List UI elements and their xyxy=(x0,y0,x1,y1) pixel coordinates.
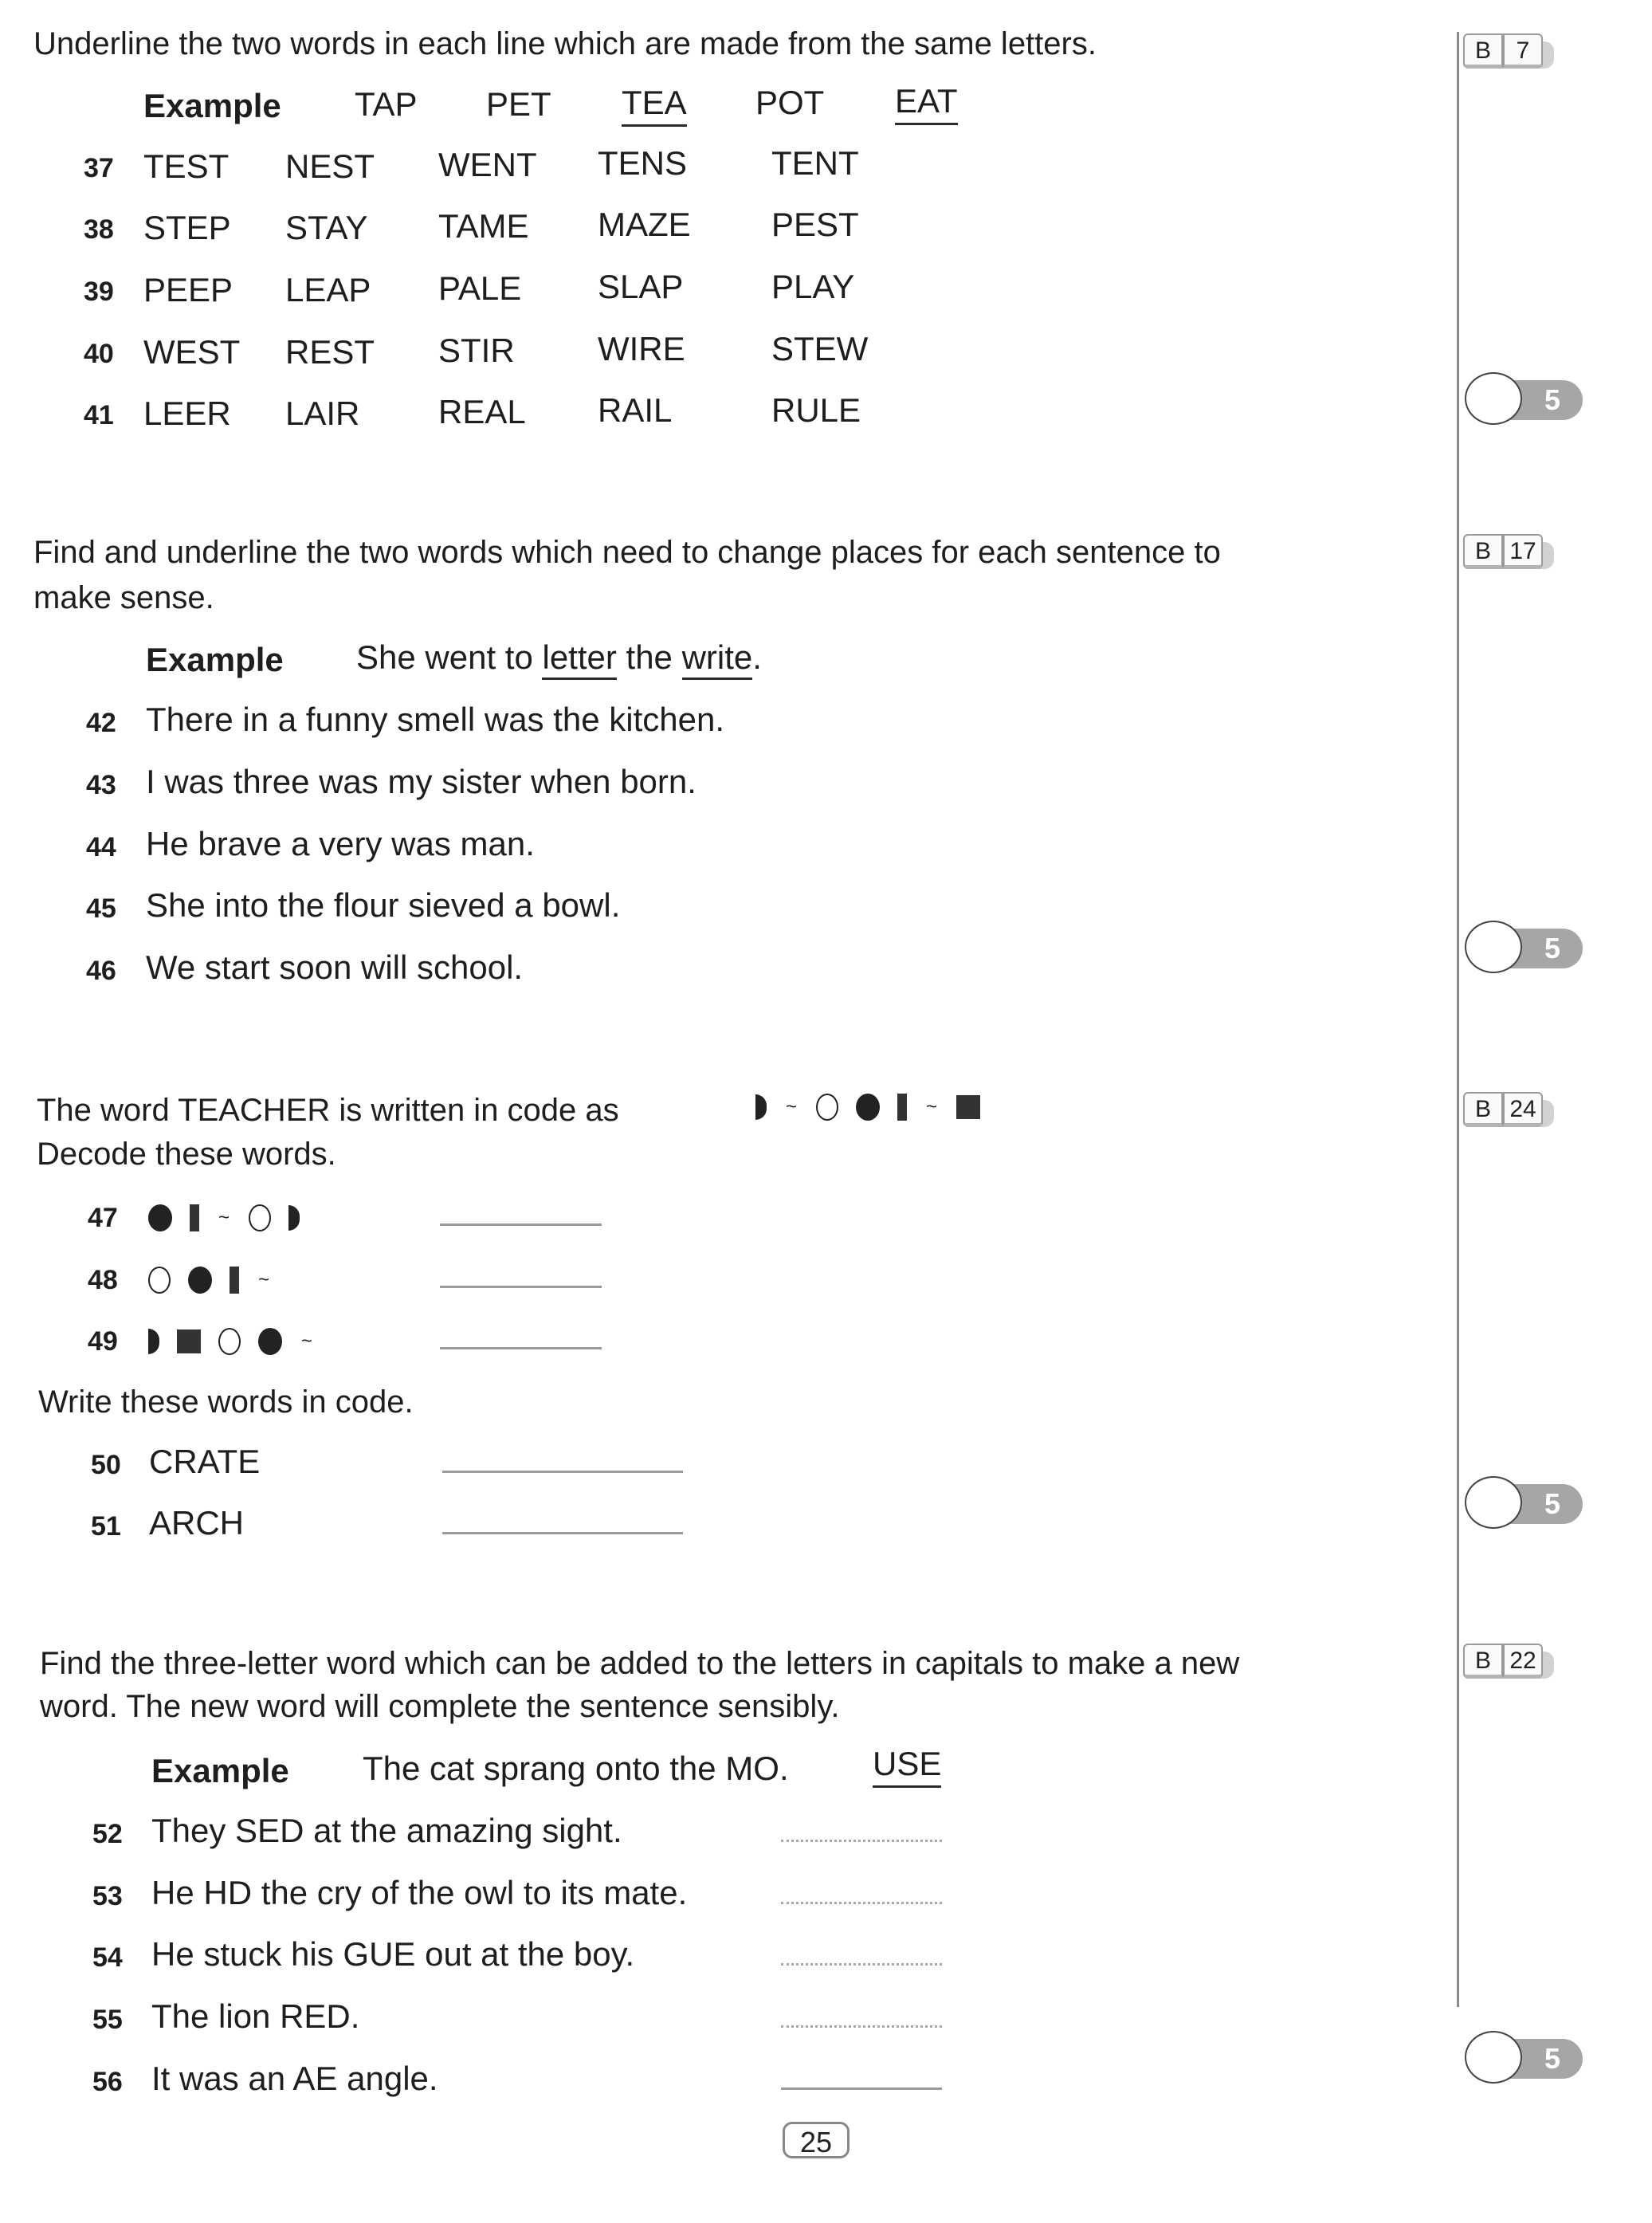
section4-instruction-line1: Find the three-letter word which can be added to the letters in capitals to make a new xyxy=(40,1646,1240,1681)
question-number: 53 xyxy=(92,1881,123,1911)
bar-icon xyxy=(190,1204,199,1231)
example-answer: USE xyxy=(873,1744,941,1788)
square-icon xyxy=(956,1095,980,1119)
score-input-circle[interactable] xyxy=(1465,921,1522,973)
word-option[interactable]: LAIR xyxy=(285,395,360,432)
word-option[interactable]: WIRE xyxy=(598,330,685,367)
section3-instruction-line2: Decode these words. xyxy=(37,1137,336,1172)
open-circle-icon xyxy=(249,1204,271,1231)
question-number: 40 xyxy=(84,339,114,369)
answer-line[interactable] xyxy=(781,2025,942,2028)
score-input-circle[interactable] xyxy=(1465,2031,1522,2084)
question-sentence[interactable]: He brave a very was man. xyxy=(146,825,535,862)
example-sentence: The cat sprang onto the MO. xyxy=(363,1750,789,1787)
question-sentence[interactable]: We start soon will school. xyxy=(146,949,524,986)
question-number: 43 xyxy=(86,770,116,800)
word-option[interactable]: MAZE xyxy=(598,206,691,243)
question-number: 56 xyxy=(92,2067,123,2097)
book-reference-badge: B 24 xyxy=(1463,1092,1552,1133)
question-number: 51 xyxy=(91,1511,121,1542)
score-badge xyxy=(1465,2031,1584,2090)
question-sentence: He stuck his GUE out at the boy. xyxy=(151,1935,635,1973)
word-option[interactable]: STEP xyxy=(143,209,231,246)
question-sentence: He HD the cry of the owl to its mate. xyxy=(151,1874,688,1911)
section2-instruction-line2: make sense. xyxy=(33,580,214,615)
example-swap-word-2: write xyxy=(682,638,753,680)
word-option[interactable]: PEEP xyxy=(143,271,233,308)
page-number: 25 xyxy=(783,2122,850,2158)
encode-instruction: Write these words in code. xyxy=(38,1384,414,1420)
tilde-icon: ~ xyxy=(785,1096,797,1117)
question-sentence[interactable]: I was three was my sister when born. xyxy=(146,763,697,800)
question-number: 48 xyxy=(88,1265,118,1295)
word-option[interactable]: PALE xyxy=(438,269,522,307)
question-sentence[interactable]: She into the flour sieved a bowl. xyxy=(146,886,621,924)
question-number: 46 xyxy=(86,956,116,986)
bar-icon xyxy=(897,1094,907,1121)
tilde-icon: ~ xyxy=(300,1330,312,1352)
section4-instruction-line2: word. The new word will complete the sentence sensibly. xyxy=(40,1689,840,1724)
example-word: PET xyxy=(486,85,551,123)
question-number: 42 xyxy=(86,708,116,738)
question-sentence[interactable]: There in a funny smell was the kitchen. xyxy=(146,701,725,738)
book-reference-badge: B 22 xyxy=(1463,1644,1552,1685)
word-option[interactable]: LEER xyxy=(143,395,231,432)
half-circle-icon xyxy=(148,1329,159,1354)
word-option[interactable]: TAME xyxy=(438,207,529,245)
margin-rule xyxy=(1457,32,1459,2007)
score-badge xyxy=(1465,1476,1584,1535)
word-option[interactable]: STIR xyxy=(438,332,515,369)
book-reference-badge: B 17 xyxy=(1463,534,1552,575)
example-label: Example xyxy=(146,641,284,678)
answer-line[interactable] xyxy=(781,1963,942,1966)
section2-instruction-line1: Find and underline the two words which need to change places for each sentence to xyxy=(33,535,1221,570)
question-number: 49 xyxy=(88,1326,118,1357)
score-total: 5 xyxy=(1544,1487,1560,1520)
example-label: Example xyxy=(143,87,281,124)
word-option[interactable]: WEST xyxy=(143,333,241,371)
book-reference-badge: B 7 xyxy=(1463,33,1552,75)
bar-icon xyxy=(230,1267,239,1294)
encode-word: ARCH xyxy=(149,1504,245,1542)
tilde-icon: ~ xyxy=(257,1269,269,1290)
word-option[interactable]: REAL xyxy=(438,393,526,430)
answer-line[interactable] xyxy=(440,1223,602,1226)
answer-line[interactable] xyxy=(440,1286,602,1288)
encode-word: CRATE xyxy=(149,1443,261,1480)
example-word-underlined: EAT xyxy=(895,81,958,125)
open-circle-icon xyxy=(218,1328,241,1355)
score-total: 5 xyxy=(1544,932,1560,964)
filled-circle-icon xyxy=(856,1094,880,1121)
tilde-icon: ~ xyxy=(218,1207,230,1228)
question-number: 44 xyxy=(86,832,116,862)
question-number: 47 xyxy=(88,1203,118,1233)
word-option[interactable]: TEST xyxy=(143,147,230,185)
answer-line[interactable] xyxy=(442,1471,683,1473)
word-option[interactable]: RAIL xyxy=(598,391,673,429)
question-number: 50 xyxy=(91,1450,121,1480)
score-total: 5 xyxy=(1544,383,1560,416)
question-sentence: They SED at the amazing sight. xyxy=(151,1812,622,1849)
answer-line[interactable] xyxy=(781,2087,942,2090)
question-number: 55 xyxy=(92,2005,123,2035)
score-total: 5 xyxy=(1544,2042,1560,2075)
word-option[interactable]: TENT xyxy=(771,144,859,182)
example-word: POT xyxy=(755,84,825,121)
example-sentence: She went to letter the write. xyxy=(356,638,762,678)
question-number: 52 xyxy=(92,1819,123,1849)
question-sentence: It was an AE angle. xyxy=(151,2060,438,2097)
question-number: 41 xyxy=(84,400,114,430)
word-option[interactable]: NEST xyxy=(285,147,375,185)
score-badge xyxy=(1465,372,1584,431)
word-option[interactable]: STAY xyxy=(285,209,368,246)
word-option[interactable]: PEST xyxy=(771,206,859,243)
filled-circle-icon xyxy=(258,1328,282,1355)
question-sentence: The lion RED. xyxy=(151,1997,360,2035)
example-word: TAP xyxy=(355,85,418,123)
word-option[interactable]: REST xyxy=(285,333,375,371)
teacher-code xyxy=(755,1087,998,1127)
filled-circle-icon xyxy=(148,1204,172,1231)
tilde-icon: ~ xyxy=(925,1096,937,1117)
example-label: Example xyxy=(151,1752,289,1789)
word-option[interactable]: SLAP xyxy=(598,268,684,305)
section1-instruction: Underline the two words in each line which are made from the same letters. xyxy=(33,26,1097,61)
half-circle-icon xyxy=(288,1205,300,1231)
question-number: 54 xyxy=(92,1942,123,1973)
question-number: 38 xyxy=(84,214,114,245)
word-option[interactable]: TENS xyxy=(598,144,688,182)
score-input-circle[interactable] xyxy=(1465,372,1522,425)
half-circle-icon xyxy=(755,1094,767,1120)
word-option[interactable]: STEW xyxy=(771,330,869,367)
answer-line[interactable] xyxy=(442,1532,683,1534)
word-option[interactable]: PLAY xyxy=(771,268,855,305)
score-input-circle[interactable] xyxy=(1465,1476,1522,1529)
answer-line[interactable] xyxy=(440,1347,602,1349)
open-circle-icon xyxy=(148,1267,171,1294)
word-option[interactable]: RULE xyxy=(771,391,861,429)
answer-line[interactable] xyxy=(781,1840,942,1842)
question-number: 37 xyxy=(84,153,114,183)
answer-line[interactable] xyxy=(781,1902,942,1904)
code-sequence xyxy=(148,1198,317,1238)
score-badge xyxy=(1465,921,1584,980)
code-sequence xyxy=(148,1322,332,1361)
section3-instruction-line1: The word TEACHER is written in code as xyxy=(37,1093,619,1128)
word-option[interactable]: WENT xyxy=(438,146,537,183)
square-icon xyxy=(177,1329,201,1353)
code-sequence xyxy=(148,1260,288,1300)
example-word-underlined: TEA xyxy=(622,83,687,127)
question-number: 39 xyxy=(84,277,114,307)
word-option[interactable]: LEAP xyxy=(285,271,371,308)
question-number: 45 xyxy=(86,894,116,924)
filled-circle-icon xyxy=(188,1267,212,1294)
example-swap-word-1: letter xyxy=(542,638,616,680)
open-circle-icon xyxy=(816,1094,838,1121)
